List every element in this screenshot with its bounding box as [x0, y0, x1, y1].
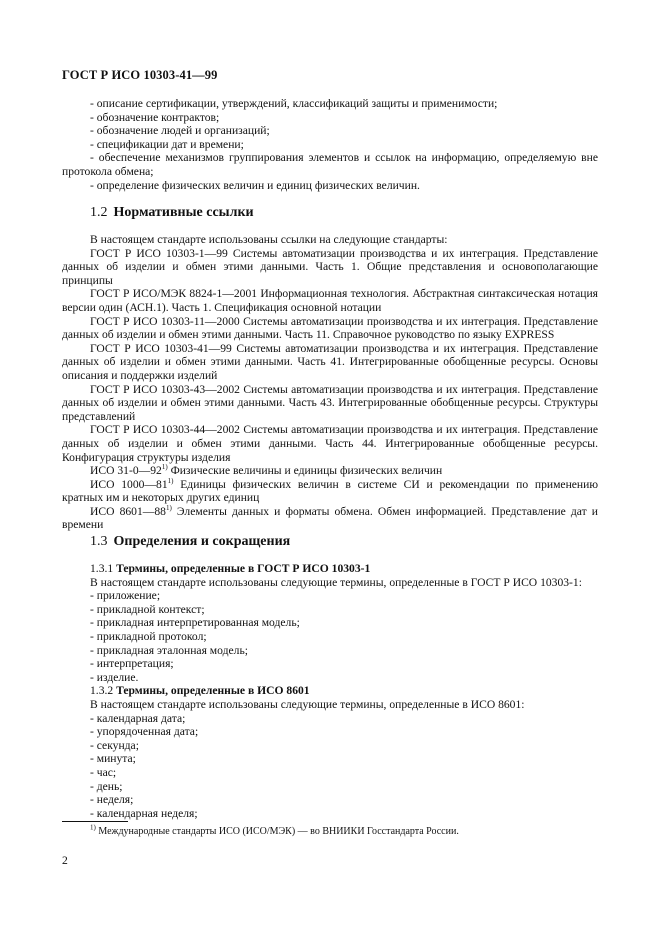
- term-item: - приложение;: [90, 589, 161, 603]
- ref-code: ИСО 8601—88: [90, 504, 166, 518]
- ref-code: ИСО 1000—81: [90, 477, 168, 491]
- ref-text: Единицы физических величин в системе СИ и рекомендации по применению кратных им и некоторых других единиц: [62, 477, 598, 505]
- footnote-mark: 1): [90, 823, 96, 832]
- term-item: - секунда;: [90, 738, 139, 752]
- ref-text: Элементы данных и форматы обмена. Обмен информацией. Представление дат и времени: [62, 504, 598, 532]
- term-item: - прикладная эталонная модель;: [90, 643, 248, 657]
- subsection-heading: [62, 562, 598, 576]
- subsection-title: Термины, определенные в ГОСТ Р ИСО 10303-1: [116, 562, 371, 575]
- subsection-number: 1.3.2: [90, 684, 114, 698]
- page-number: 2: [62, 854, 68, 867]
- reference-item: ГОСТ Р ИСО 10303-1—99 Системы автоматизации производства и их интеграция. Представление данных об изделии и обмен этими данными. Часть 1. Общие представления и основополагающие принципы: [62, 246, 598, 287]
- section-1-2-body: [62, 233, 598, 532]
- list-item: - обозначение контрактов;: [90, 110, 220, 124]
- list-item: - описание сертификации, утверждений, классификаций защиты и применимости;: [90, 97, 498, 110]
- term-item: - прикладной протокол;: [90, 629, 207, 643]
- reference-item: ГОСТ Р ИСО/МЭК 8824-1—2001 Информационная технология. Абстрактная синтаксическая нотация версии один (АСН.1). Часть 1. Спецификация основной нотации: [62, 287, 598, 314]
- reference-item: [62, 464, 598, 478]
- subsection-heading: [62, 684, 598, 698]
- section-number: 1.2: [90, 205, 108, 220]
- term-item: - интерпретация;: [90, 657, 174, 671]
- term-item: - изделие.: [90, 670, 139, 684]
- top-list: [62, 97, 598, 192]
- term-item: - час;: [90, 765, 117, 779]
- subsection-number: 1.3.1: [90, 562, 114, 575]
- term-item: - неделя;: [90, 793, 134, 807]
- section-intro: В настоящем стандарте использованы ссылки на следующие стандарты:: [90, 233, 448, 246]
- section-title: Определения и сокращения: [113, 534, 291, 549]
- subsection-intro: В настоящем стандарте использованы следующие термины, определенные в ГОСТ Р ИСО 10303-1:: [90, 575, 582, 589]
- footnote: [90, 823, 610, 838]
- subsection-intro: В настоящем стандарте использованы следующие термины, определенные в ИСО 8601:: [90, 697, 525, 711]
- list-item: - спецификации дат и времени;: [90, 137, 244, 151]
- section-number: 1.3: [90, 534, 108, 549]
- section-1-2-heading: [62, 204, 598, 222]
- reference-item: ГОСТ Р ИСО 10303-43—2002 Системы автоматизации производства и их интеграция. Представление данных об изделии и обмен этими данными. Часть 43. Интегрированные обобщенные ресурсы. Структуры представлений: [62, 382, 598, 423]
- footnote-text: Международные стандарты ИСО (ИСО/МЭК) — во ВНИИКИ Госстандарта России.: [95, 826, 459, 837]
- term-item: - календарная дата;: [90, 711, 186, 725]
- term-item: - день;: [90, 779, 123, 793]
- running-header: ГОСТ Р ИСО 10303-41—99: [62, 68, 218, 82]
- term-item: - календарная неделя;: [90, 806, 198, 820]
- reference-item: ГОСТ Р ИСО 10303-41—99 Системы автоматизации производства и их интеграция. Представление данных об изделии и обмен этими данными. Часть 41. Интегрированные обобщенные ресурсы. Основы описания и поддержки изделий: [62, 341, 598, 382]
- section-1-3-heading: [62, 533, 598, 551]
- section-title: Нормативные ссылки: [113, 205, 254, 220]
- term-item: - прикладная интерпретированная модель;: [90, 616, 300, 630]
- reference-item: ГОСТ Р ИСО 10303-11—2000 Системы автоматизации производства и их интеграция. Представление данных об изделии и обмен этими данными. Часть 11. Справочное руководство по языку EXPRESS: [62, 314, 598, 342]
- reference-item: ГОСТ Р ИСО 10303-44—2002 Системы автоматизации производства и их интеграция. Представление данных об изделии и обмен этими данными. Часть 44. Интегрированные обобщенные ресурсы. Конфигурация структуры изделия: [62, 423, 598, 464]
- list-item: - обозначение людей и организаций;: [90, 124, 270, 138]
- footnote-mark: 1): [161, 463, 168, 472]
- list-item: - определение физических величин и единиц физических величин.: [90, 178, 420, 192]
- reference-item: [62, 505, 598, 532]
- term-item: - минута;: [90, 752, 136, 766]
- footnote-mark: 1): [165, 504, 172, 513]
- list-item: - обеспечение механизмов группирования элементов и ссылок на информацию, определяемую вне протокола обмена;: [62, 151, 598, 178]
- reference-item: [62, 478, 598, 505]
- footnote-mark: 1): [167, 476, 174, 485]
- ref-text: Физические величины и единицы физических величин: [167, 464, 443, 478]
- ref-code: ИСО 31-0—92: [90, 464, 162, 478]
- footnote-divider: [62, 821, 128, 822]
- term-item: - упорядоченная дата;: [90, 725, 199, 739]
- subsection-title: Термины, определенные в ИСО 8601: [116, 684, 310, 698]
- term-item: - прикладной контекст;: [90, 602, 205, 616]
- section-1-3-body: [62, 562, 598, 820]
